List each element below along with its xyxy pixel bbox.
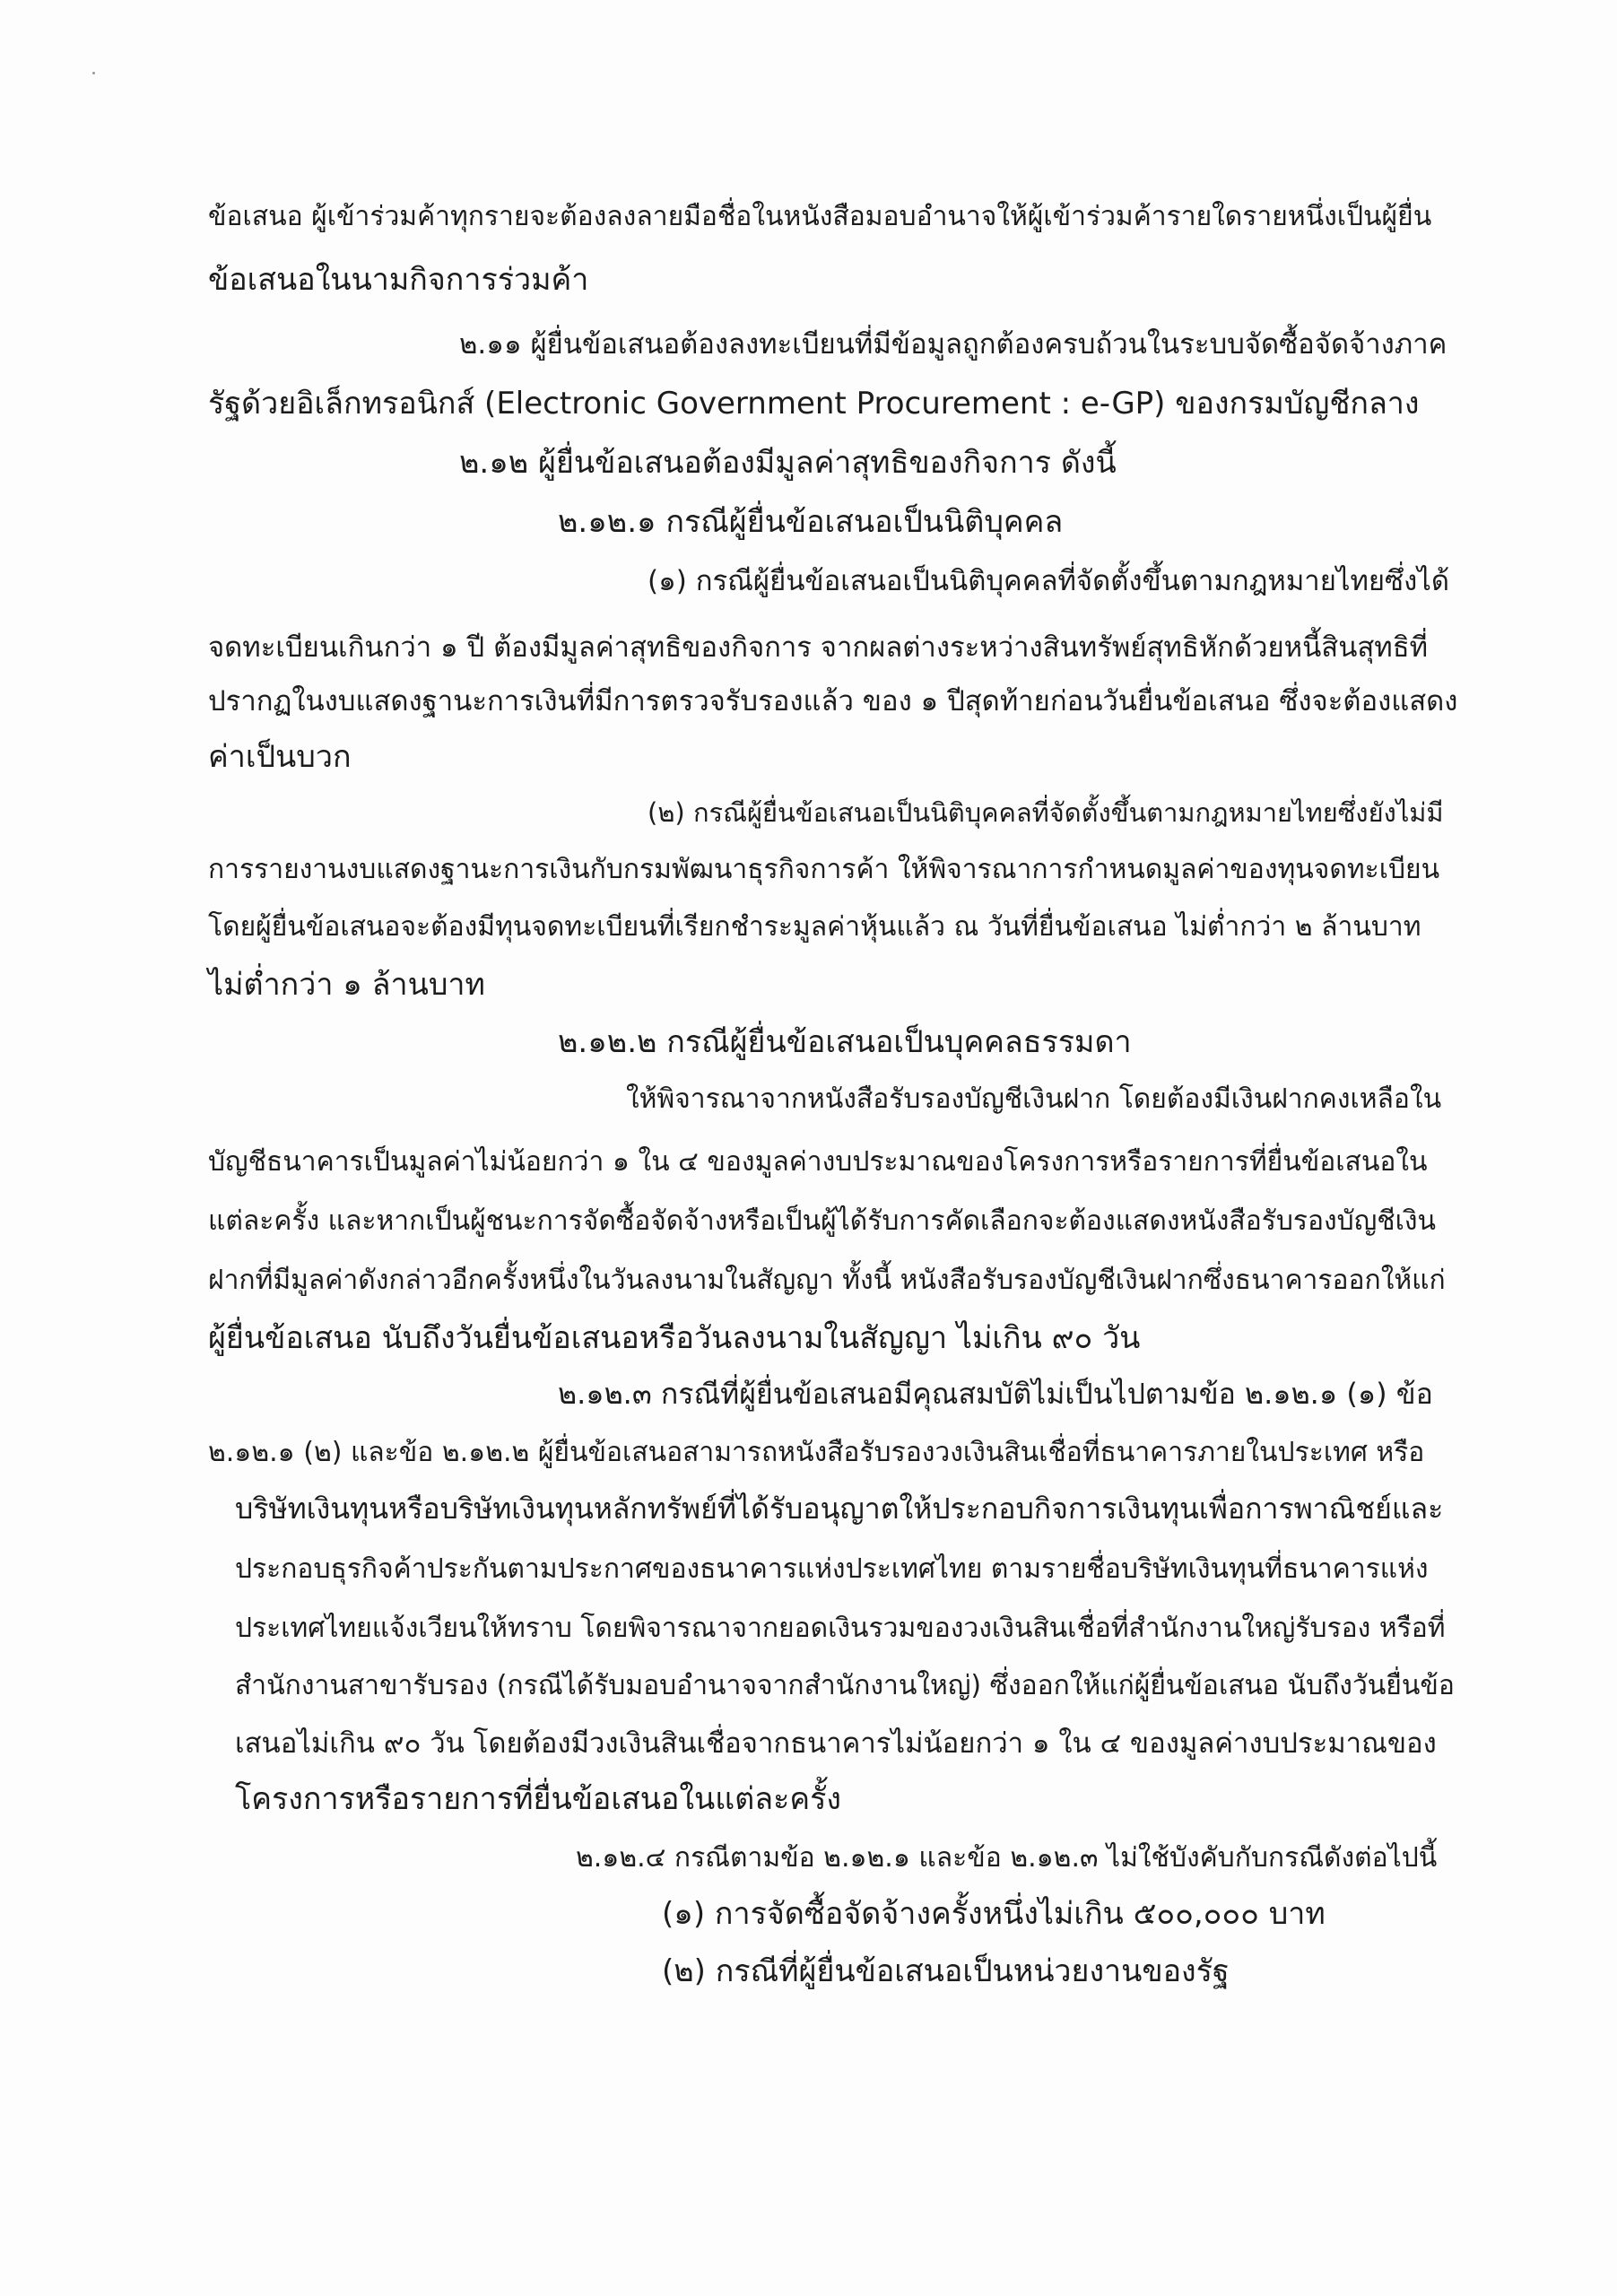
text-line: ๒.๑๒.๒ กรณีผู้ยื่นข้อเสนอเป็นบุคคลธรรมดา [558, 1024, 1132, 1060]
text-line: ๒.๑๒.๔ กรณีตามข้อ ๒.๑๒.๑ และข้อ ๒.๑๒.๓ ไม่ใช้บังคับกับกรณีดังต่อไปนี้ [576, 1842, 1438, 1874]
text-line: ไม่ต่ำกว่า ๑ ล้านบาท [208, 967, 485, 1003]
text-line: โครงการหรือรายการที่ยื่นข้อเสนอในแต่ละครั้ง [235, 1781, 841, 1817]
text-line: ปรากฏในงบแสดงฐานะการเงินที่มีการตรวจรับรองแล้ว ของ ๑ ปีสุดท้ายก่อนวันยื่นข้อเสนอ ซึ่งจะต้องแสดง [208, 685, 1458, 718]
text-line: ๒.๑๒.๑ กรณีผู้ยื่นข้อเสนอเป็นนิติบุคคล [558, 504, 1064, 540]
text-line: ข้อเสนอในนามกิจการร่วมค้า [208, 262, 589, 298]
text-line: บริษัทเงินทุนหรือบริษัทเงินทุนหลักทรัพย์ที่ได้รับอนุญาตให้ประกอบกิจการเงินทุนเพื่อการพาณิชย์และ [235, 1492, 1444, 1526]
text-line: ๒.๑๑ ผู้ยื่นข้อเสนอต้องลงทะเบียนที่มีข้อมูลถูกต้องครบถ้วนในระบบจัดซื้อจัดจ้างภาค [459, 328, 1447, 361]
text-line: รัฐด้วยอิเล็กทรอนิกส์ (Electronic Government Procurement : e-GP) ของกรมบัญชีกลาง [208, 386, 1420, 422]
text-line: การรายงานงบแสดงฐานะการเงินกับกรมพัฒนาธุรกิจการค้า ให้พิจารณาการกำหนดมูลค่าของทุนจดทะเบียน [208, 854, 1440, 885]
text-line: (๑) กรณีผู้ยื่นข้อเสนอเป็นนิติบุคคลที่จัดตั้งขึ้นตามกฎหมายไทยซึ่งได้ [648, 565, 1449, 597]
text-line: จดทะเบียนเกินกว่า ๑ ปี ต้องมีมูลค่าสุทธิของกิจการ จากผลต่างระหว่างสินทรัพย์สุทธิหักด้วยหนี้สินสุทธิที่ [208, 631, 1429, 664]
text-line: ข้อเสนอ ผู้เข้าร่วมค้าทุกรายจะต้องลงลายมือชื่อในหนังสือมอบอำนาจให้ผู้เข้าร่วมค้ารายใดรายหนึ่งเป็นผู้ยื่น [208, 201, 1432, 232]
text-line: แต่ละครั้ง และหากเป็นผู้ชนะการจัดซื้อจัดจ้างหรือเป็นผู้ได้รับการคัดเลือกจะต้องแสดงหนังสือรับรองบัญชีเงิน [208, 1205, 1437, 1237]
scan-artifact [92, 72, 95, 74]
text-line: บัญชีธนาคารเป็นมูลค่าไม่น้อยกว่า ๑ ใน ๔ ของมูลค่างบประมาณของโครงการหรือรายการที่ยื่นข้อเสนอใน [208, 1146, 1428, 1178]
text-line: สำนักงานสาขารับรอง (กรณีได้รับมอบอำนาจจากสำนักงานใหญ่) ซึ่งออกให้แก่ผู้ยื่นข้อเสนอ นับถึงวันยื่นข้อ [235, 1670, 1455, 1701]
text-line: ๒.๑๒ ผู้ยื่นข้อเสนอต้องมีมูลค่าสุทธิของกิจการ ดังนี้ [459, 445, 1117, 481]
text-line: โดยผู้ยื่นข้อเสนอจะต้องมีทุนจดทะเบียนที่เรียกชำระมูลค่าหุ้นแล้ว ณ วันที่ยื่นข้อเสนอ ไม่ต่ำกว่า ๒ ล้านบาท [208, 911, 1421, 943]
text-line: ประเทศไทยแจ้งเวียนให้ทราบ โดยพิจารณาจากยอดเงินรวมของวงเงินสินเชื่อที่สำนักงานใหญ่รับรอง หรือที่ [235, 1613, 1446, 1644]
text-line: ฝากที่มีมูลค่าดังกล่าวอีกครั้งหนึ่งในวันลงนามในสัญญา ทั้งนี้ หนังสือรับรองบัญชีเงินฝากซึ่งธนาคารออกให้แก่ [208, 1265, 1446, 1296]
text-line: ๒.๑๒.๑ (๒) และข้อ ๒.๑๒.๒ ผู้ยื่นข้อเสนอสามารถหนังสือรับรองวงเงินสินเชื่อที่ธนาคารภายในประเทศ หรือ [208, 1437, 1425, 1468]
text-line: (๑) การจัดซื้อจัดจ้างครั้งหนึ่งไม่เกิน ๕๐๐,๐๐๐ บาท [662, 1896, 1326, 1932]
text-line: (๒) กรณีผู้ยื่นข้อเสนอเป็นนิติบุคคลที่จัดตั้งขึ้นตามกฎหมายไทยซึ่งยังไม่มี [648, 797, 1444, 828]
text-line: เสนอไม่เกิน ๙๐ วัน โดยต้องมีวงเงินสินเชื่อจากธนาคารไม่น้อยกว่า ๑ ใน ๔ ของมูลค่างบประมาณของ [235, 1727, 1437, 1760]
text-line: ประกอบธุรกิจค้าประกันตามประกาศของธนาคารแห่งประเทศไทย ตามรายชื่อบริษัทเงินทุนที่ธนาคารแห่ง [235, 1553, 1429, 1585]
text-line: ให้พิจารณาจากหนังสือรับรองบัญชีเงินฝาก โดยต้องมีเงินฝากคงเหลือใน [626, 1083, 1442, 1115]
text-line: ค่าเป็นบวก [208, 739, 352, 775]
text-line: ผู้ยื่นข้อเสนอ นับถึงวันยื่นข้อเสนอหรือวันลงนามในสัญญา ไม่เกิน ๙๐ วัน [208, 1320, 1141, 1356]
text-line: ๒.๑๒.๓ กรณีที่ผู้ยื่นข้อเสนอมีคุณสมบัติไม่เป็นไปตามข้อ ๒.๑๒.๑ (๑) ข้อ [558, 1377, 1433, 1411]
text-line: (๒) กรณีที่ผู้ยื่นข้อเสนอเป็นหน่วยงานของรัฐ [662, 1953, 1230, 1989]
